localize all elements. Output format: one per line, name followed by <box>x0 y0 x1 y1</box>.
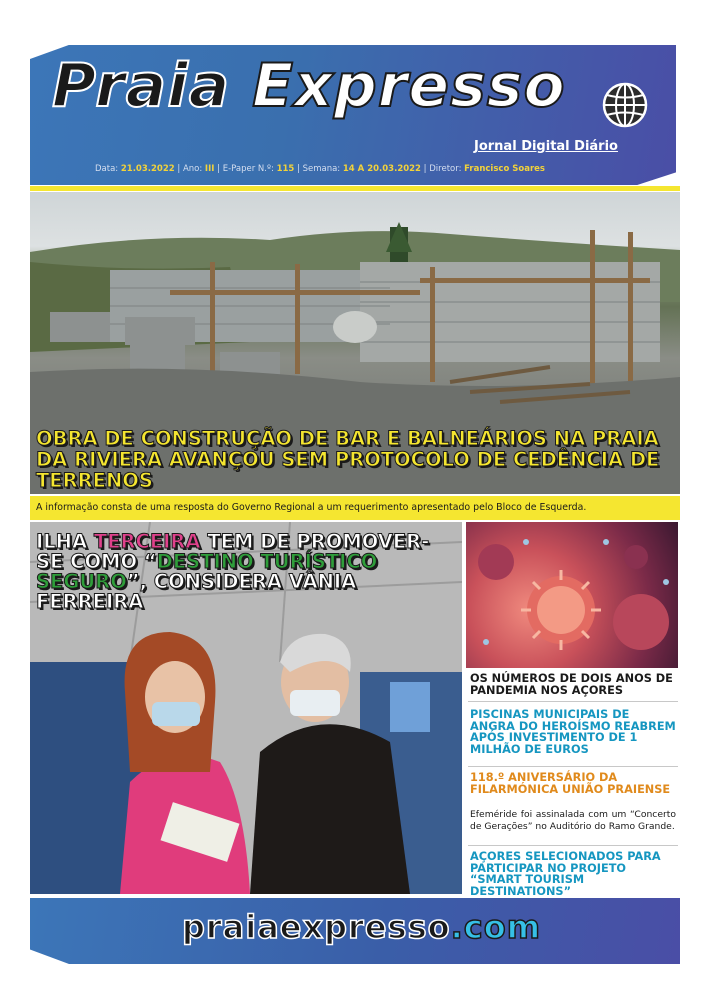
column-divider <box>468 766 678 767</box>
headline-highlight-terceira: TERCEIRA <box>93 530 201 553</box>
year-label: Ano: <box>182 164 203 174</box>
hero-headline[interactable]: OBRA DE CONSTRUÇÃO DE BAR E BALNEÁRIOS NA PRAIA DA RIVIERA AVANÇOU SEM PROTOCOLO DE CEDÊNCIA DE TERRENOS <box>36 427 660 492</box>
website-tld: .com <box>450 908 542 946</box>
headline-highlight-destino: DESTINO TURÍSTICO SEGURO <box>36 550 378 593</box>
hero-caption: A informação consta de uma resposta do Governo Regional a um requerimento apresentado pelo Bloco de Esquerda. <box>36 502 587 513</box>
masthead-tagline: Jornal Digital Diário <box>474 139 618 154</box>
left-story-headline[interactable] <box>36 532 456 612</box>
yellow-divider <box>30 186 680 191</box>
epaper-label: E-Paper N.º: <box>222 164 274 174</box>
logo-word-praia: Praia <box>52 51 231 121</box>
newspaper-logo[interactable] <box>52 51 566 121</box>
director-value: Francisco Soares <box>464 164 545 174</box>
director-label: Diretor: <box>429 164 462 174</box>
headline-municipal-pools[interactable]: PISCINAS MUNICIPAIS DE ANGRA DO HEROÍSMO REABREM APÓS INVESTIMENTO DE 1 MILHÃO DE EUROS <box>470 708 676 756</box>
headline-part-c: TEM DE PROMOVER-SE COMO “ <box>36 530 430 573</box>
date-label: Data: <box>95 164 119 174</box>
column-divider <box>468 845 678 846</box>
issue-info-line: Data: 21.03.2022 | Ano: III | E-Paper N.º: 115 | Semana: 14 A 20.03.2022 | Diretor: Francisco Soares <box>95 164 545 174</box>
philharmonic-summary: Efeméride foi assinalada com um “Concerto de Gerações” no Auditório do Ramo Grande. <box>470 809 676 832</box>
date-value: 21.03.2022 <box>120 164 175 174</box>
headline-smart-tourism[interactable]: AÇORES SELECIONADOS PARA PARTICIPAR NO PROJETO “SMART TOURISM DESTINATIONS” <box>470 850 661 898</box>
headline-part-a: ILHA <box>36 530 94 553</box>
column-divider <box>468 701 678 702</box>
website-domain: praiaexpresso <box>181 908 451 946</box>
globe-icon <box>600 80 650 130</box>
year-value: III <box>204 164 215 174</box>
epaper-value: 115 <box>276 164 295 174</box>
virus-photo[interactable] <box>466 522 678 668</box>
week-label: Semana: <box>302 164 341 174</box>
virus-illustration <box>466 522 678 668</box>
headline-philharmonic-anniversary[interactable]: 118.º ANIVERSÁRIO DA FILARMÓNICA UNIÃO PRAIENSE <box>470 771 671 796</box>
headline-part-e: ”, CONSIDERA VÂNIA FERREIRA <box>36 570 357 613</box>
week-value: 14 A 20.03.2022 <box>342 164 421 174</box>
website-link[interactable] <box>0 908 723 946</box>
headline-pandemic-numbers[interactable]: OS NÚMEROS DE DOIS ANOS DE PANDEMIA NOS AÇORES <box>470 672 673 697</box>
logo-word-expresso: Expresso <box>252 51 566 121</box>
